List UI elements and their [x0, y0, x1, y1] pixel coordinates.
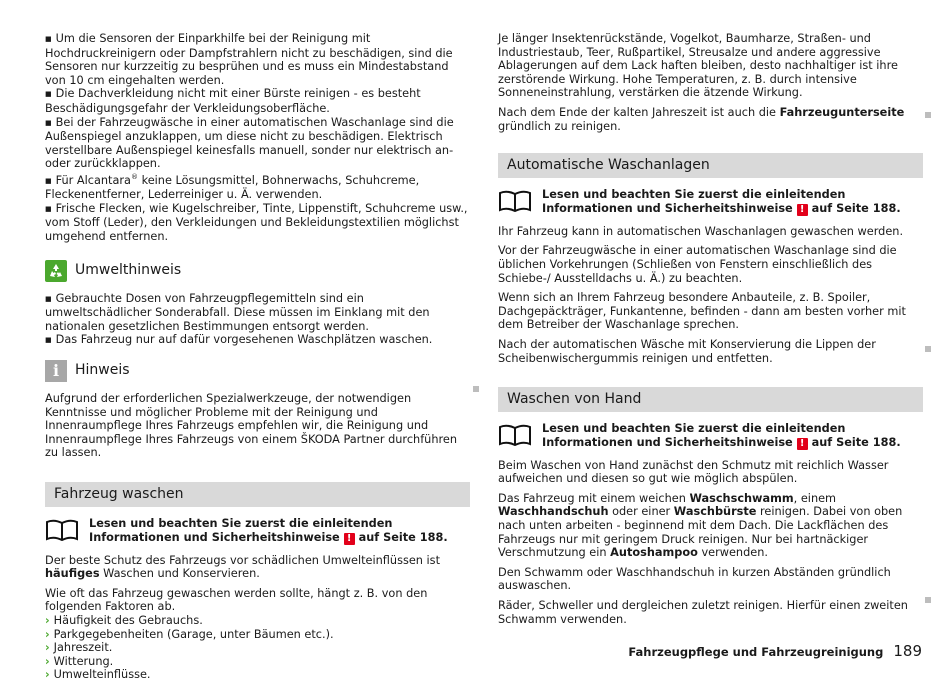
section-heading: Waschen von Hand: [498, 387, 923, 412]
list-item: [45, 655, 470, 669]
text-bold: Waschschwamm: [689, 491, 794, 505]
paragraph: Nach der automatischen Wäsche mit Konservierung die Lippen der Scheibenwischergummis reinigen und entfetten.: [498, 337, 876, 365]
read-first-pre: Lesen und beachten Sie zuerst die einleitenden Informationen und Sicherheitshinweise: [542, 422, 846, 449]
text: Waschen und Konservieren.: [99, 567, 260, 581]
paragraph: Ihr Fahrzeug kann in automatischen Waschanlagen gewaschen werden.: [498, 224, 904, 238]
chevron-right-icon: ›: [45, 627, 50, 641]
chevron-right-icon: ›: [45, 641, 50, 655]
text: gründlich zu reinigen.: [498, 119, 621, 133]
hint-header: [45, 360, 470, 382]
paragraph: Beim Waschen von Hand zunächst den Schmutz mit reichlich Wasser aufweichen und diesen so gut wie möglich abspülen.: [498, 458, 889, 486]
right-column: [498, 32, 923, 632]
text: Das Fahrzeug mit einem weichen: [498, 491, 690, 505]
read-first-note: [45, 517, 470, 545]
text: reinigen. Dabei von oben nach unten arbeiten - beginnend mit dem Dach. Die Lackflächen des Fahrzeugs nur mit geringem Druck reinigen. Nur bei hartnäckiger Verschmutzung ein: [498, 505, 903, 560]
list-item: [45, 668, 470, 682]
list-item-text: Parkgegebenheiten (Garage, unter Bäumen etc.).: [53, 627, 334, 641]
text: , einem: [793, 491, 837, 505]
hint-text: Aufgrund der erforderlichen Spezialwerkzeuge, der notwendigen Kenntnisse und möglicher Probleme mit der Reinigung und Innenraumpflege Ihres Fahrzeugs empfehlen wir, die Reinigung und Innenraumpflege Ihres Fahrzeugs von einem ŠKODA Partner durchführen zu lassen.: [45, 392, 457, 460]
hint-title: Hinweis: [75, 362, 130, 379]
read-first-note: [498, 188, 923, 216]
read-first-pre: Lesen und beachten Sie zuerst die einleitenden Informationen und Sicherheitshinweise: [542, 188, 846, 215]
registered-mark: ®: [130, 172, 138, 181]
chevron-right-icon: ›: [45, 613, 50, 627]
read-first-text: [89, 517, 470, 545]
list-item: ■ Frische Flecken, wie Kugelschreiber, Tinte, Lippenstift, Schuhcreme usw., vom Stoff (Leder), den Verkleidungen und Bekleidungstextilien möglichst umgehend entfernen.: [45, 202, 470, 244]
paragraph: [498, 106, 923, 133]
environment-note-header: [45, 260, 470, 282]
section-heading: Automatische Waschanlagen: [498, 153, 923, 178]
list-item: [45, 641, 470, 655]
warning-icon: !: [797, 204, 808, 216]
book-icon: [498, 424, 532, 450]
text-bold: Fahrzeugunterseite: [779, 105, 905, 119]
page-reference: auf Seite 188.: [811, 435, 901, 449]
paragraph: [498, 492, 923, 560]
list-item: [45, 614, 470, 628]
text: Nach dem Ende der kalten Jahreszeit ist auch die: [498, 105, 780, 119]
text-bold: Waschbürste: [673, 505, 757, 519]
info-icon: i: [45, 360, 67, 382]
paragraph: Vor der Fahrzeugwäsche in einer automatischen Waschanlage sind die üblichen Vorkehrungen (Schließen von Fenstern einschließlich des Schiebe-/ Ausstelldachs u. Ä.) zu beachten.: [498, 244, 897, 285]
text: oder einer: [608, 505, 674, 519]
text-bold: häufiges: [45, 567, 100, 581]
list-item: ■ Das Fahrzeug nur auf dafür vorgesehenen Waschplätzen waschen.: [45, 333, 470, 348]
warning-icon: !: [344, 533, 355, 545]
section-heading: Fahrzeug waschen: [45, 482, 470, 507]
list-item-text: Witterung.: [53, 654, 114, 668]
text: verwenden.: [697, 546, 768, 560]
list-item-text: Häufigkeit des Gebrauchs.: [53, 613, 203, 627]
section-end-marker: [473, 386, 479, 392]
alcantara-text-rest: keine Lösungsmittel, Bohnerwachs, Schuhcreme, Fleckenentferner, Lederreiniger u. Ä. verwenden.: [45, 173, 420, 202]
footer-chapter-title: Fahrzeugpflege und Fahrzeugreinigung: [628, 645, 884, 659]
section-end-marker: [925, 346, 931, 352]
chevron-right-icon: ›: [45, 654, 50, 668]
list-item: [45, 171, 470, 202]
list-item-text: Umwelteinflüsse.: [53, 668, 151, 682]
read-first-note: [498, 422, 923, 450]
text: Der beste Schutz des Fahrzeugs vor schädlichen Umwelteinflüssen ist: [45, 553, 440, 567]
alcantara-text: Für Alcantara: [55, 173, 131, 187]
page-footer: [628, 642, 922, 660]
list-item: ■ Bei der Fahrzeugwäsche in einer automatischen Waschanlage sind die Außenspiegel anzuklappen, um diese nicht zu beschädigen. Elektrisch verstellbare Außenspiegel keinesfalls manuell, sonder nur elektrisch an- oder zurückklappen.: [45, 116, 470, 171]
page-number: 189: [893, 642, 922, 660]
warning-icon: !: [797, 438, 808, 450]
read-first-text: [542, 422, 923, 450]
book-icon: [45, 519, 79, 545]
text-bold: Waschhandschuh: [498, 505, 609, 519]
list-item: ■ Gebrauchte Dosen von Fahrzeugpflegemitteln sind ein umweltschädlicher Sonderabfall. Diese müssen im Einklang mit den nationalen gesetzlichen Bestimmungen entsorgt werden.: [45, 292, 470, 334]
paragraph: Je länger Insektenrückstände, Vogelkot, Baumharze, Straßen- und Industriestaub, Teer, Rußpartikel, Streusalze und andere aggressive Ablagerungen auf dem Lack haften bleiben, desto nachhaltiger ist ihre zerstörende Wirkung. Hohe Temperaturen, z. B. durch intensive Sonneneinstrahlung, verstärken die ätzende Wirkung.: [498, 32, 898, 100]
text-bold: Autoshampoo: [610, 546, 698, 560]
read-first-text: [542, 188, 923, 216]
factor-list: [45, 614, 470, 682]
section-end-marker: [925, 112, 931, 118]
paragraph: [45, 554, 470, 581]
list-item: ■ Die Dachverkleidung nicht mit einer Bürste reinigen - es besteht Beschädigungsgefahr der Verkleidungsoberfläche.: [45, 87, 470, 115]
chevron-right-icon: ›: [45, 668, 50, 682]
page-reference: auf Seite 188.: [811, 201, 901, 215]
list-item: ■ Um die Sensoren der Einparkhilfe bei der Reinigung mit Hochdruckreinigern oder Dampfstrahlern nicht zu beschädigen, sind die Sensoren nur kurzzeitig zu besprühen und es muss ein Mindestabstand von 10 cm eingehalten werden.: [45, 32, 470, 87]
paragraph: Den Schwamm oder Waschhandschuh in kurzen Abständen gründlich auswaschen.: [498, 565, 891, 593]
book-icon: [498, 190, 532, 216]
left-column: [45, 32, 470, 682]
page-reference: auf Seite 188.: [358, 530, 448, 544]
environment-note-title: Umwelthinweis: [75, 261, 182, 278]
paragraph: Räder, Schweller und dergleichen zuletzt reinigen. Hierfür einen zweiten Schwamm verwenden.: [498, 599, 908, 626]
paragraph: Wie oft das Fahrzeug gewaschen werden sollte, hängt z. B. von den folgenden Faktoren ab.: [45, 586, 428, 614]
list-item-text: Jahreszeit.: [53, 641, 113, 655]
section-end-marker: [925, 597, 931, 603]
read-first-pre: Lesen und beachten Sie zuerst die einleitenden Informationen und Sicherheitshinweise: [89, 517, 393, 544]
paragraph: Wenn sich an Ihrem Fahrzeug besondere Anbauteile, z. B. Spoiler, Dachgepäckträger, Funkantenne, befinden - dann am besten vorher mit dem Betreiber der Waschanlage sprechen.: [498, 291, 906, 332]
list-item: [45, 628, 470, 642]
recycle-icon: [45, 260, 67, 282]
